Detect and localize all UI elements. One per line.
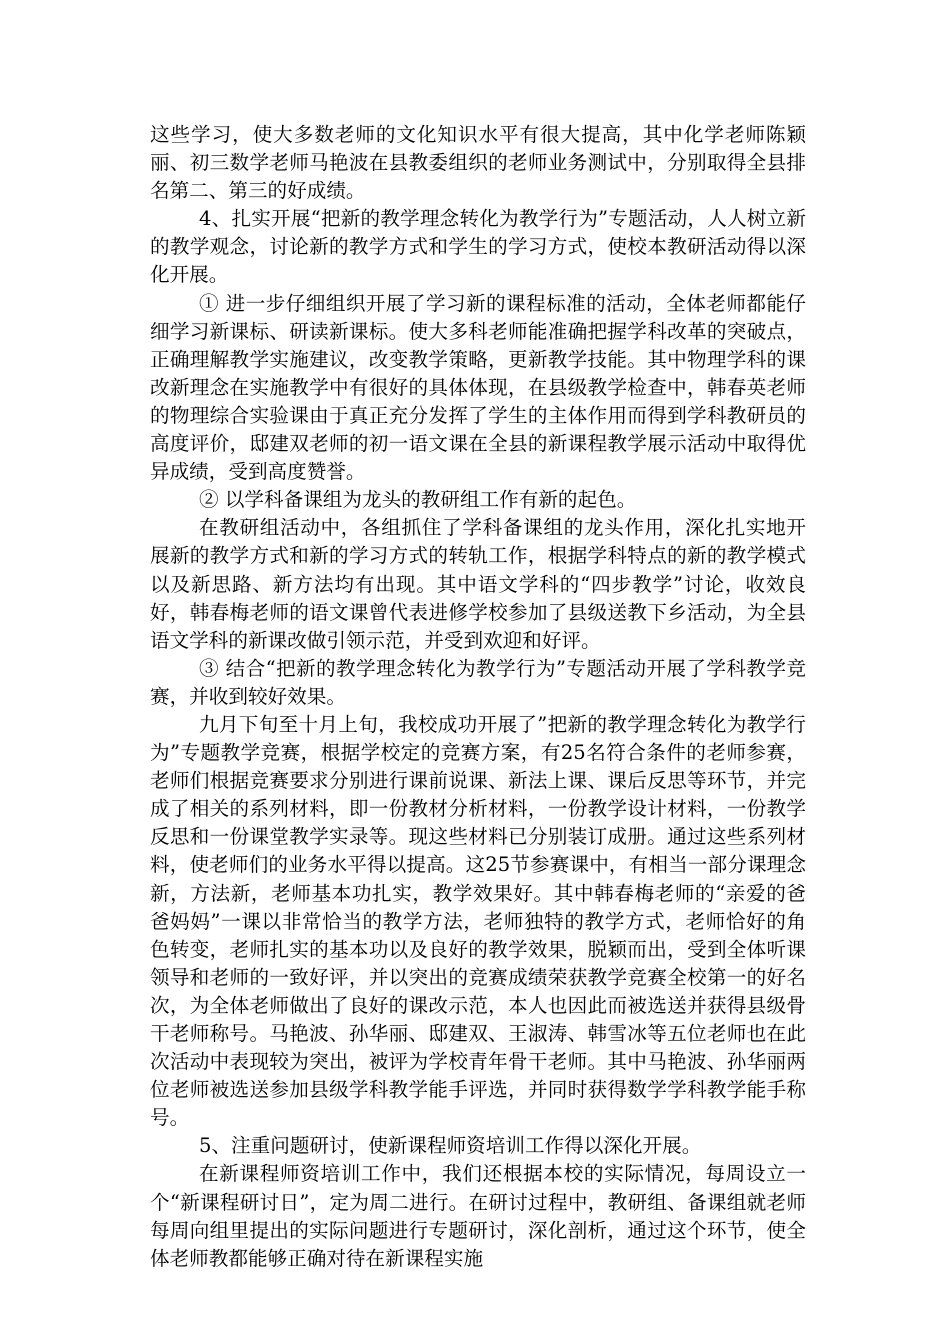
paragraph-item-2-body: 在教研组活动中，各组抓住了学科备课组的龙头作用，深化扎实地开展新的教学方式和新的学习方式的转轨工作，根据学科特点的新的教学模式以及新思路、新方法均有出现。其中语文学科的“四步教学”讨论，收效良好，韩春梅老师的语文课曾代表进修学校参加了县级送教下乡活动，为全县语文学科的新课改做引领示范，并受到欢迎和好评。 (150, 516, 806, 652)
document-page (150, 121, 806, 1273)
paragraph-section-5-body: 在新课程师资培训工作中，我们还根据本校的实际情况，每周设立一个“新课程研讨日”，定为周二进行。在研讨过程中，教研组、备课组就老师每周向组里提出的实际问题进行专题研讨，深化剖析，通过这个环节，使全体老师教都能够正确对待在新课程实施 (150, 1162, 806, 1270)
paragraph-item-1: ① 进一步仔细组织开展了学习新的课程标准的活动，全体老师都能仔细学习新课标、研读新课标。使大多科老师能准确把握学科改革的突破点，正确理解教学实施建议，改变教学策略，更新教学技能。其中物理学科的课改新理念在实施教学中有很好的具体体现，在县级教学检查中，韩春英老师的物理综合实验课由于真正充分发挥了学生的主体作用而得到学科教研员的高度评价，邸建双老师的初一语文课在全县的新课程教学展示活动中取得优异成绩，受到高度赞誉。 (150, 291, 806, 484)
paragraph-item-2-heading: ② 以学科备课组为龙头的教研组工作有新的起色。 (199, 488, 637, 512)
paragraph-item-3-body: 九月下旬至十月上旬，我校成功开展了”把新的教学理念转化为教学行为”专题教学竞赛，根据学校定的竞赛方案，有25名符合条件的老师参赛，老师们根据竞赛要求分别进行课前说课、新法上课、课后反思等环节，并完成了相关的系列材料，即一份教材分析材料，一份教学设计材料，一份教学反思和一份课堂教学实录等。现这些材料已分别装订成册。通过这些系列材料，使老师们的业务水平得以提高。这25节参赛课中，有相当一部分课理念新，方法新，老师基本功扎实，教学效果好。其中韩春梅老师的“亲爱的爸爸妈妈”一课以非常恰当的教学方法，老师独特的教学方式，老师恰好的角色转变，老师扎实的基本功以及良好的教学效果，脱颖而出，受到全体听课领导和老师的一致好评，并以突出的竞赛成绩荣获教学竞赛全校第一的好名次，为全体老师做出了良好的课改示范，本人也因此而被选送并获得县级骨干老师称号。马艳波、孙华丽、邸建双、王淑涛、韩雪冰等五位老师也在此次活动中表现较为突出，被评为学校青年骨干老师。其中马艳波、孙华丽两位老师被选送参加县级学科教学能手评选，并同时获得数学学科教学能手称号。 (150, 712, 806, 1130)
paragraph-item-3-heading: ③ 结合“把新的教学理念转化为教学行为”专题活动开展了学科教学竞赛，并收到较好效果。 (150, 656, 806, 708)
paragraph-section-5-heading: 5、注重问题研讨，使新课程师资培训工作得以深化开展。 (199, 1134, 702, 1158)
paragraph-continuation: 这些学习，使大多数老师的文化知识水平有很大提高，其中化学老师陈颖丽、初三数学老师马艳波在县教委组织的老师业务测试中，分别取得全县排名第二、第三的好成绩。 (150, 123, 806, 203)
paragraph-section-4-heading: 4、扎实开展“把新的教学理念转化为教学行为”专题活动，人人树立新的教学观念，讨论新的教学方式和学生的学习方式，使校本教研活动得以深化开展。 (150, 207, 806, 287)
